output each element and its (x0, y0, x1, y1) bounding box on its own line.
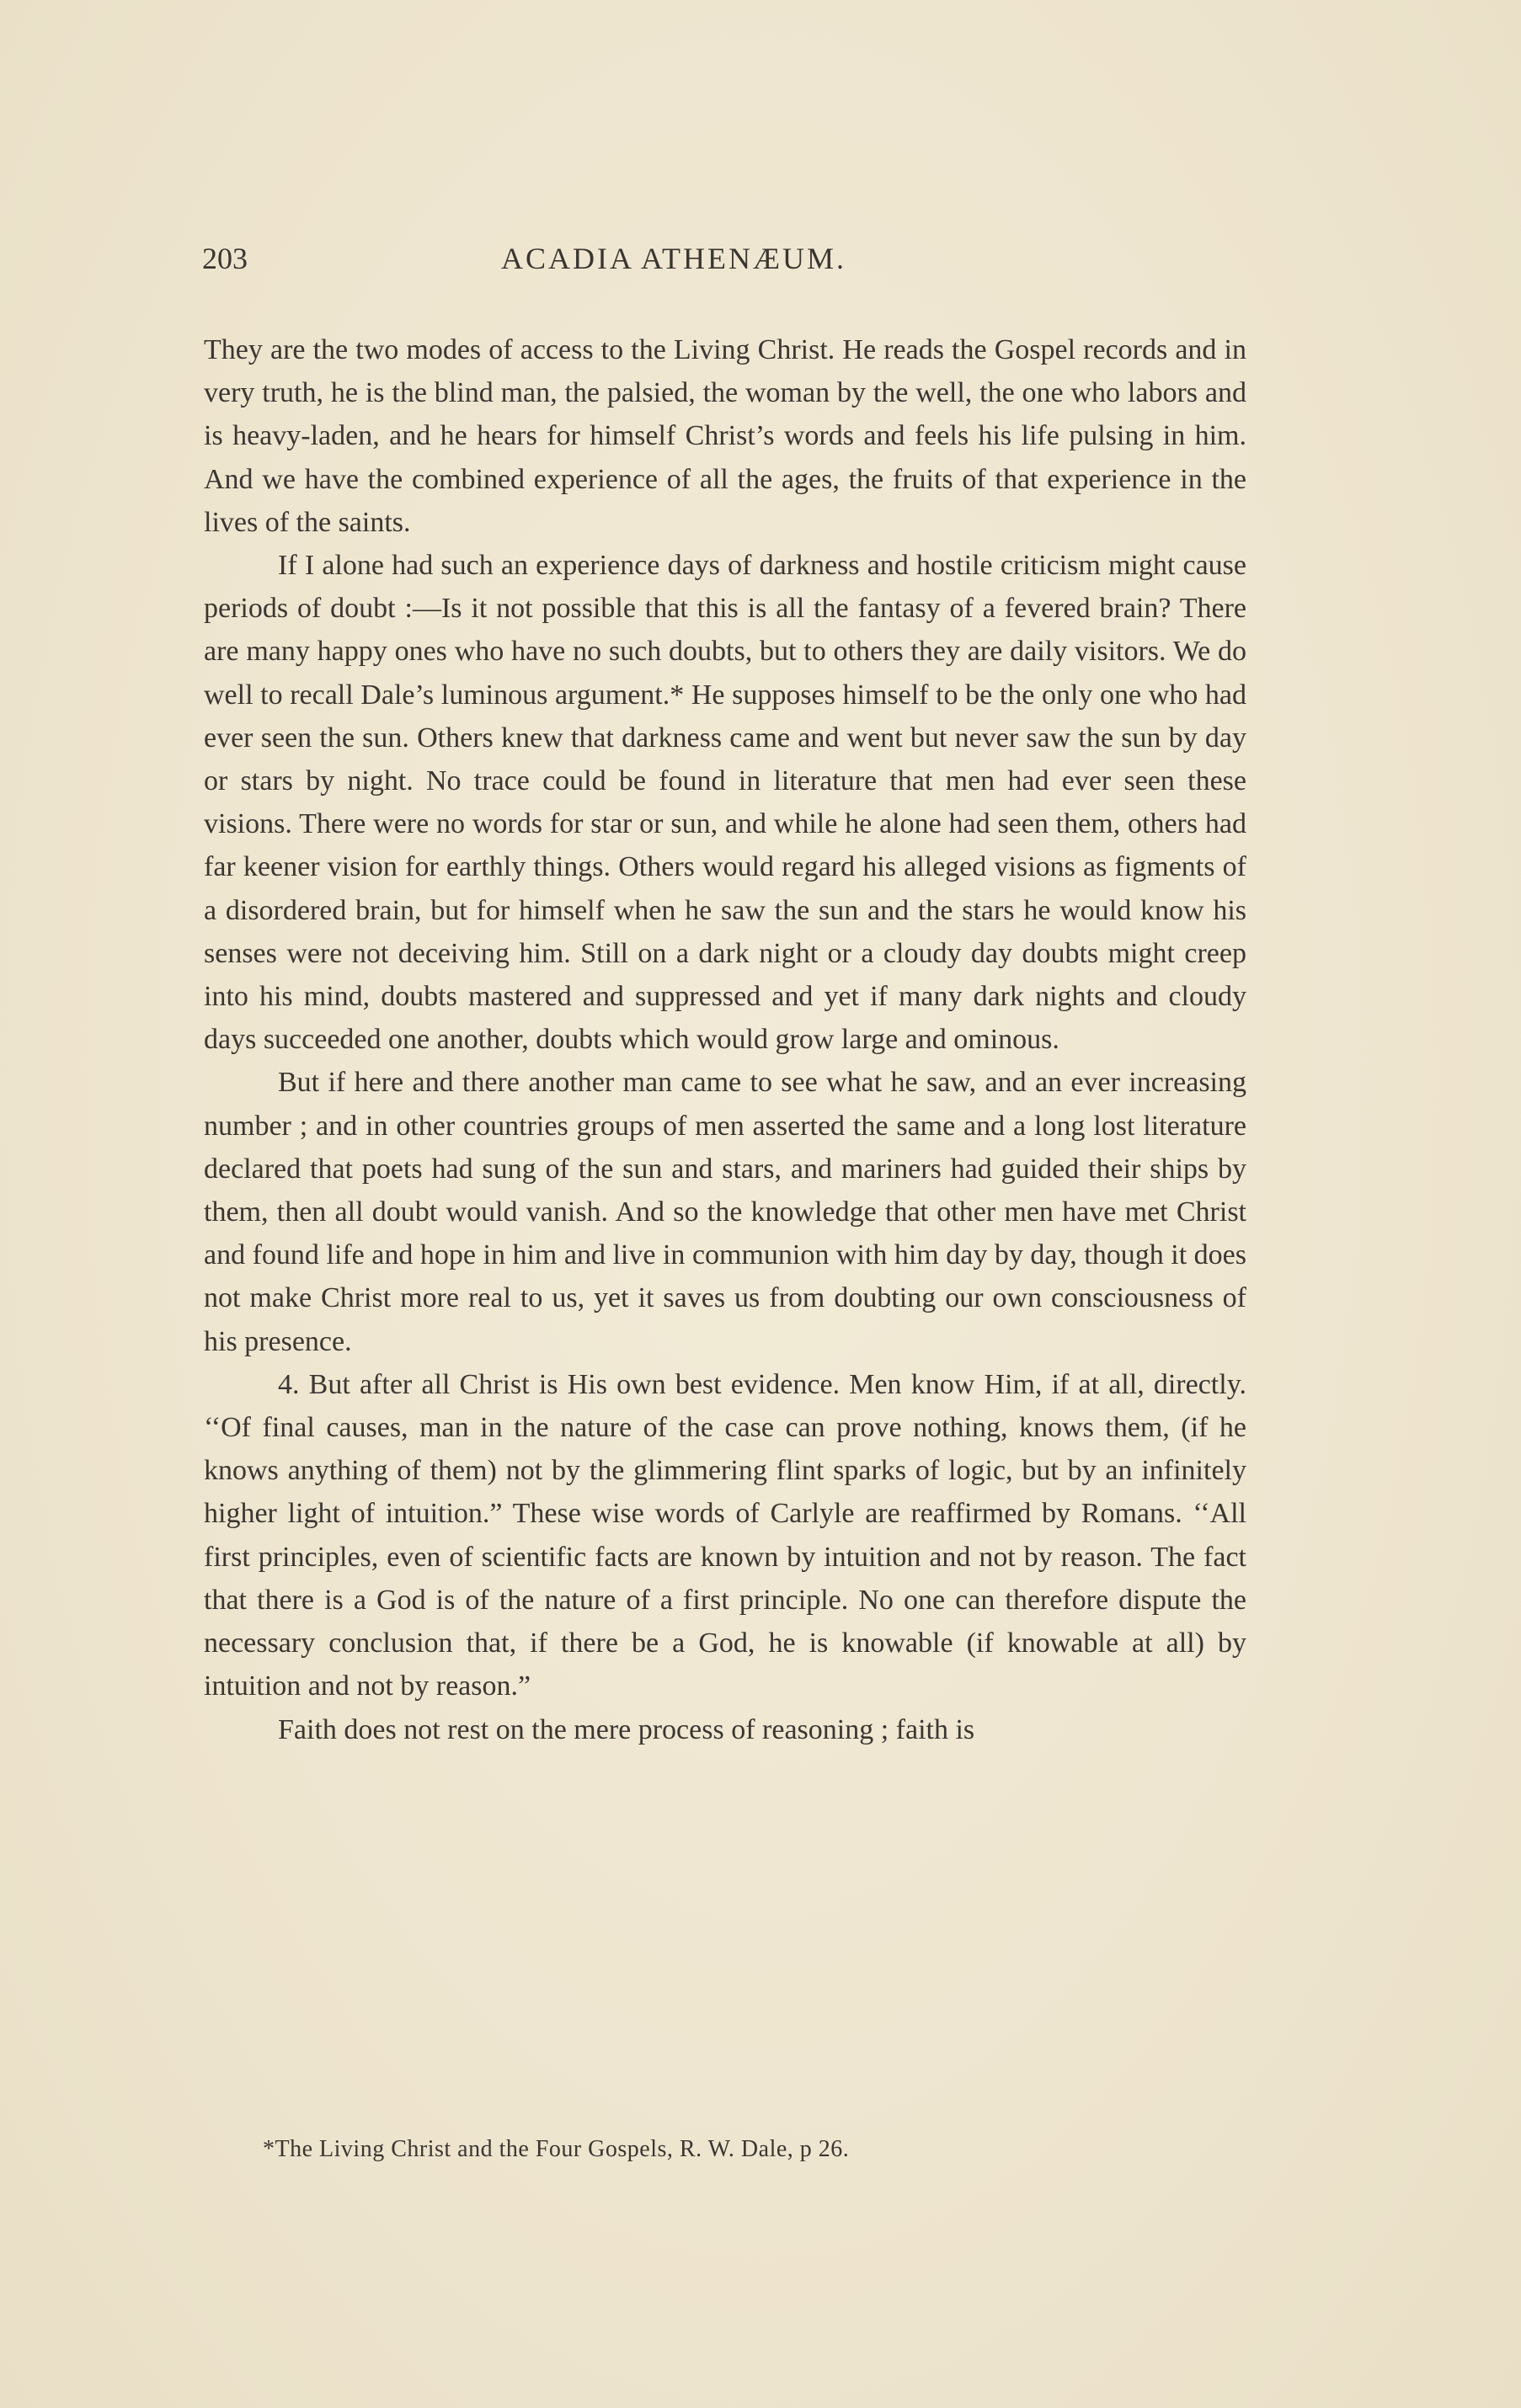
paragraph-5: Faith does not rest on the mere process of reasoning ; faith is (278, 1713, 975, 1745)
running-head (202, 241, 1246, 291)
paragraph-4: 4. But after all Christ is His own best evidence. Men know Him, if at all, directly. ‘‘Of final causes, man in the nature of the case can prove nothing, knows them, (if he knows anything of them) not by the glimmering flint sparks of logic, but by an infinitely higher light of intuition.” These wise words of Carlyle are reaffirmed by Romans. ‘‘All first principles, even of scientific facts are known by intuition and not by reason. The fact that there is a God is of the nature of a first principle. No one can therefore dispute the necessary conclusion that, if there be a God, he is knowable (if knowable at all) by intuition and not by reason.” (204, 1368, 1246, 1702)
paragraph-1: They are the two modes of access to the Living Christ. He reads the Gospel records and in very truth, he is the blind man, the palsied, the woman by the well, the one who labors and is heavy-laden, and he hears for himself Christ’s words and feels his life pulsing in him. And we have the combined experience of all the ages, the fruits of that experience in the lives of the saints. (204, 334, 1246, 538)
footnote: *The Living Christ and the Four Gospels, R. W. Dale, p 26. (263, 2136, 850, 2162)
paragraph-2: If I alone had such an experience days of darkness and hostile criticism might cause periods of doubt :—Is it not possible that this is all the fantasy of a fevered brain? There are many happy ones who have no such doubts, but to others they are daily visitors. We do well to recall Dale’s luminous argument.* He supposes himself to be the only one who had ever seen the sun. Others knew that darkness came and went but never saw the sun by day or stars by night. No trace could be found in literature that men had ever seen these visions. There were no words for star or sun, and while he alone had seen them, others had far keener vision for earthly things. Others would regard his alleged visions as figments of a disordered brain, but for himself when he saw the sun and the stars he would know his senses were not deceiving him. Still on a dark night or a cloudy day doubts might creep into his mind, doubts mastered and suppressed and yet if many dark nights and cloudy days succeeded one another, doubts which would grow large and ominous. (204, 550, 1246, 1056)
paragraph-3: But if here and there another man came to see what he saw, and an ever increasing number ; and in other countries groups of men asserted the same and a long lost literature declared that poets had sung of the sun and stars, and mariners had guided their ships by them, then all doubt would vanish. And so the knowledge that other men have met Christ and found life and hope in him and live in communion with him day by day, though it does not make Christ more real to us, yet it saves us from doubting our own consciousness of his presence. (204, 1067, 1246, 1357)
body-text (204, 328, 1246, 1751)
page-number: 203 (202, 242, 248, 275)
journal-title: ACADIA ATHENÆUM. (501, 242, 847, 275)
